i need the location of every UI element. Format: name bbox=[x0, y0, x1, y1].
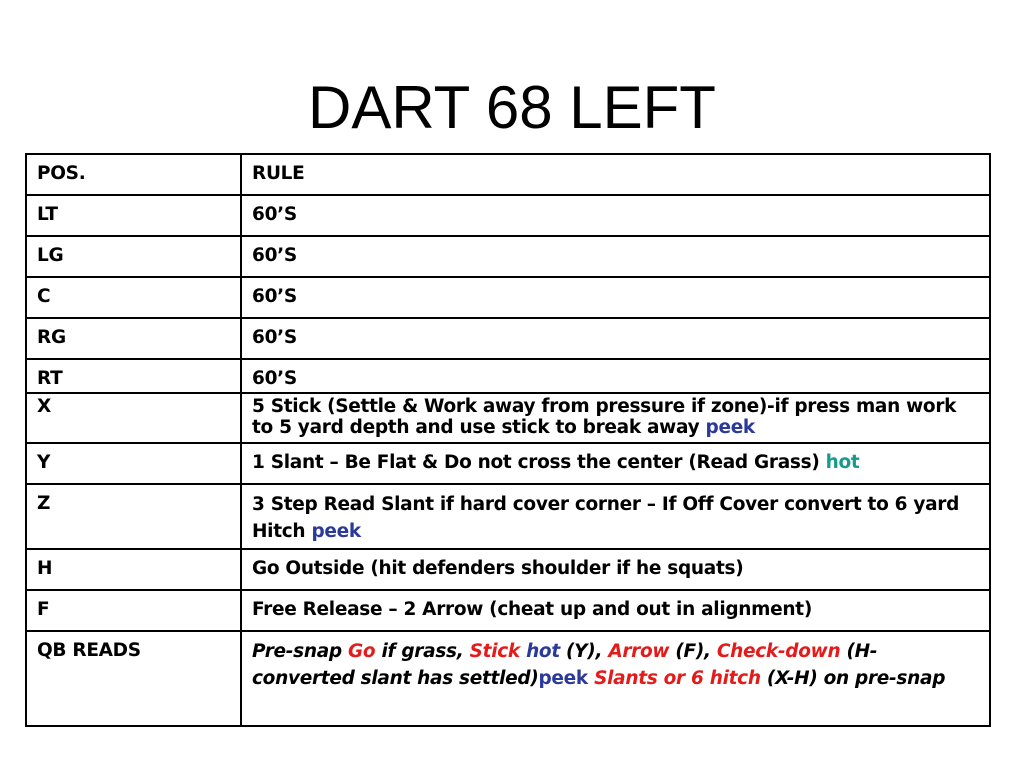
rule-cell bbox=[241, 484, 990, 549]
rule-header: RULE bbox=[241, 154, 990, 195]
qb-text: Pre-snap bbox=[252, 641, 348, 662]
rule-cell: 60’S bbox=[241, 359, 990, 393]
rule-cell: Free Release – 2 Arrow (cheat up and out in alignment) bbox=[241, 590, 990, 631]
qb-reads-row bbox=[26, 631, 990, 726]
rule-text: 5 Stick (Settle & Work away from pressure if zone)-if press man work to 5 yard depth and use stick to break away bbox=[252, 396, 957, 438]
table-row bbox=[26, 393, 990, 443]
page-title: DART 68 LEFT bbox=[308, 74, 716, 141]
rule-cell: Go Outside (hit defenders shoulder if he squats) bbox=[241, 549, 990, 590]
pos-cell: H bbox=[26, 549, 241, 590]
rule-cell: 60’S bbox=[241, 195, 990, 236]
qb-text: (Y), bbox=[559, 641, 609, 662]
qb-text: (X-H) on pre-snap bbox=[760, 668, 946, 689]
table-row bbox=[26, 277, 990, 318]
rule-text: 1 Slant – Be Flat & Do not cross the center (Read Grass) bbox=[252, 452, 820, 473]
pos-cell: LT bbox=[26, 195, 241, 236]
qb-route: Stick bbox=[469, 641, 520, 662]
rule-cell: 60’S bbox=[241, 318, 990, 359]
pos-cell: Y bbox=[26, 443, 241, 484]
pos-cell: Z bbox=[26, 484, 241, 549]
qb-text: if grass, bbox=[375, 641, 470, 662]
pos-cell: LG bbox=[26, 236, 241, 277]
table-row bbox=[26, 443, 990, 484]
table-row bbox=[26, 549, 990, 590]
hot-tag: hot bbox=[825, 452, 860, 473]
table-row bbox=[26, 195, 990, 236]
table-row bbox=[26, 236, 990, 277]
rule-cell bbox=[241, 393, 990, 443]
qb-route: Go bbox=[348, 641, 376, 662]
qb-text: (F), bbox=[669, 641, 717, 662]
peek-tag: peek bbox=[538, 668, 588, 689]
pos-cell: X bbox=[26, 393, 241, 443]
qb-route: Slants or 6 hitch bbox=[594, 668, 761, 689]
pos-cell: F bbox=[26, 590, 241, 631]
qb-reads-cell bbox=[241, 631, 990, 726]
rule-cell: 60’S bbox=[241, 236, 990, 277]
table-row bbox=[26, 359, 990, 393]
rule-cell bbox=[241, 443, 990, 484]
pos-cell: RT bbox=[26, 359, 241, 393]
table-row bbox=[26, 590, 990, 631]
table-row bbox=[26, 318, 990, 359]
rule-text: 3 Step Read Slant if hard cover corner – If Off Cover convert to 6 yard Hitch bbox=[252, 494, 960, 542]
pos-header: POS. bbox=[26, 154, 241, 195]
rule-cell: 60’S bbox=[241, 277, 990, 318]
table-header-row bbox=[26, 154, 990, 195]
rules-table bbox=[25, 153, 991, 727]
qb-text: (H-converted slant has settled) bbox=[252, 641, 878, 689]
hot-tag: hot bbox=[526, 641, 560, 662]
pos-cell: C bbox=[26, 277, 241, 318]
peek-tag: peek bbox=[705, 417, 755, 438]
qb-route: Check-down bbox=[716, 641, 841, 662]
qb-route: Arrow bbox=[608, 641, 670, 662]
peek-tag: peek bbox=[311, 521, 361, 542]
pos-cell: QB READS bbox=[26, 631, 241, 726]
table-row bbox=[26, 484, 990, 549]
pos-cell: RG bbox=[26, 318, 241, 359]
